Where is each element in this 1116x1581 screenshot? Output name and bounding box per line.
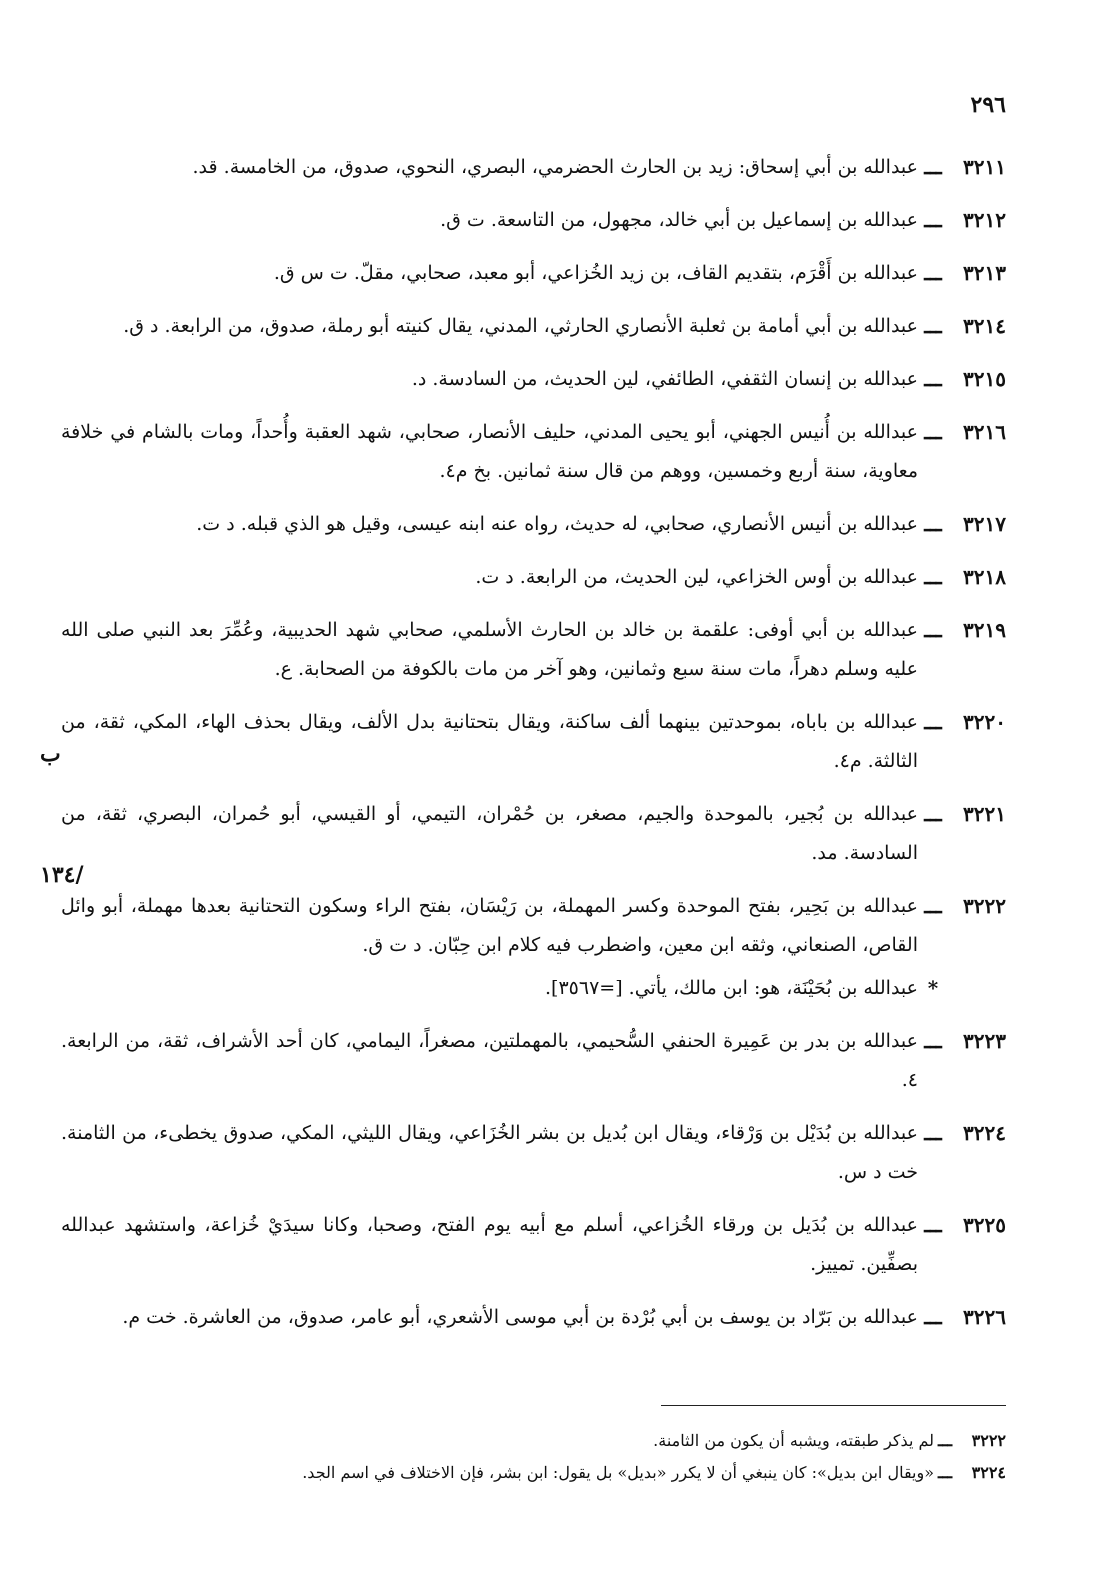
entry-dash: ـــ [924, 208, 942, 232]
entry-text: عبدالله بن بُحَيْنَة، هو: ابن مالك، يأتي. [=٣٥٦٧]. [545, 977, 918, 999]
entry-dash: ـــ [924, 1029, 942, 1053]
entry-text: عبدالله بن أبي إسحاق: زيد بن الحارث الحضرمي، البصري، النحوي، صدوق، من الخامسة. قد. [192, 156, 918, 178]
footnote [61, 1425, 1006, 1457]
entry-number: ٣٢٢٤ [963, 1121, 1006, 1145]
entry [61, 148, 1006, 187]
entry-number: ٣٢١٦ [963, 420, 1006, 444]
entry-number: ٣٢٢٣ [963, 1029, 1006, 1053]
entry-text: عبدالله بن بُدَيْل بن وَرْقاء، ويقال ابن بُديل بن بشر الخُزَاعي، ويقال الليثي، المكي، صدوق يخطىء، من الثامنة. خت د س. [61, 1122, 918, 1183]
entry-text: عبدالله بن إنسان الثقفي، الطائفي، لين الحديث، من السادسة. د. [411, 368, 918, 390]
entry [61, 201, 1006, 240]
entry [61, 611, 1006, 689]
entry-text: عبدالله بن بُجير، بالموحدة والجيم، مصغر، بن حُمْران، التيمي، أو القيسي، أبو حُمران، البصري، ثقة، من السادسة. مد. [61, 803, 919, 864]
footnote-text: «ويقال ابن بديل»: كان ينبغي أن لا يكرر «بديل» بل يقول: ابن بشر، فإن الاختلاف في اسم الجد. [302, 1463, 934, 1482]
entry-dash: ـــ [924, 512, 942, 536]
entry [61, 413, 1006, 491]
entry-dash: ـــ [924, 420, 942, 444]
entry-dash: ـــ [924, 1121, 942, 1145]
entry-text: عبدالله بن بَحِير، بفتح الموحدة وكسر المهملة، بن رَيْسَان، بفتح الراء وسكون التحتانية بعدها مهملة، أبو وائل القاص، الصنعاني، وثقه ابن معين، واضطرب فيه كلام ابن حِبّان. د ت ق. [61, 895, 918, 956]
entry [61, 505, 1006, 544]
entry [61, 703, 1006, 781]
entry-text: عبدالله بن باباه، بموحدتين بينهما ألف ساكنة، ويقال بتحتانية بدل الألف، ويقال بحذف الهاء، المكي، ثقة، من الثالثة. م٤. [61, 711, 918, 772]
entry-dash: ـــ [924, 155, 942, 179]
entry-dash: ـــ [924, 894, 942, 918]
entry-text: عبدالله بن أبي أوفى: علقمة بن خالد بن الحارث الأسلمي، صحابي شهد الحديبية، وعُمِّرَ بعد النبي صلى الله عليه وسلم دهراً، مات سنة سبع وثمانين، وهو آخر من مات بالكوفة من الصحابة. ع. [61, 619, 918, 680]
footnote-dash: ـــ [937, 1463, 953, 1482]
entry-text: عبدالله بن أَقْرَم، بتقديم القاف، بن زيد الخُزاعي، أبو معبد، صحابي، مقلّ. ت س ق. [273, 262, 918, 284]
entry [61, 969, 1006, 1008]
entry-number: ٣٢١٨ [963, 565, 1006, 589]
margin-letter: ب [40, 741, 61, 767]
entry-text: عبدالله بن بُدَيل بن ورقاء الخُزاعي، أسلم مع أبيه يوم الفتح، وصحبا، وكانا سيدَيْ خُزاعة، واستشهد عبدالله بصفِّين. تمييز. [61, 1214, 918, 1275]
entry [61, 254, 1006, 293]
entry-star-marker: * [927, 976, 939, 1000]
footnote [61, 1457, 1006, 1489]
entry-number: ٣٢١٧ [963, 512, 1006, 536]
entry-number: ٣٢١١ [963, 155, 1006, 179]
entry-text: عبدالله بن أبي أمامة بن ثعلبة الأنصاري الحارثي، المدني، يقال كنيته أبو رملة، صدوق، من الرابعة. د ق. [123, 315, 918, 337]
entry-dash: ـــ [924, 261, 942, 285]
footnote-number: ٣٢٢٤ [971, 1463, 1006, 1482]
entry [61, 1206, 1006, 1284]
entry-number: ٣٢٢٢ [963, 894, 1006, 918]
entry-text: عبدالله بن بَرّاد بن يوسف بن أبي بُرْدة بن أبي موسى الأشعري، أبو عامر، صدوق، من العاشرة. خت م. [122, 1306, 918, 1328]
entry-dash: ـــ [924, 710, 942, 734]
entry-number: ٣٢١٥ [963, 367, 1006, 391]
entry-dash: ـــ [924, 618, 942, 642]
entry-dash: ـــ [924, 367, 942, 391]
entry [61, 1298, 1006, 1337]
footnotes-list [61, 1425, 1006, 1489]
entry-text: عبدالله بن أنيس الأنصاري، صحابي، له حديث، رواه عنه ابنه عيسى، وقيل هو الذي قبله. د ت. [196, 513, 918, 535]
footnote-text: لم يذكر طبقته، ويشبه أن يكون من الثامنة. [653, 1431, 934, 1450]
entry-number: ٣٢٢٠ [963, 710, 1006, 734]
entry-dash: ـــ [924, 1305, 942, 1329]
entry [61, 307, 1006, 346]
entry-number: ٣٢٢٥ [963, 1213, 1006, 1237]
entry-number: ٣٢٢٦ [963, 1305, 1006, 1329]
entry-text: عبدالله بن أوس الخزاعي، لين الحديث، من الرابعة. د ت. [475, 566, 918, 588]
entry-dash: ـــ [924, 1213, 942, 1237]
entry-number: ٣٢١٣ [963, 261, 1006, 285]
entry [61, 360, 1006, 399]
entry-text: عبدالله بن بدر بن عَمِيرة الحنفي السُّحيمي، بالمهملتين، مصغراً، اليمامي، كان أحد الأشراف، ثقة، من الرابعة. ٤. [61, 1030, 918, 1091]
entry [61, 558, 1006, 597]
entry [61, 887, 1006, 965]
entry-dash: ـــ [924, 565, 942, 589]
entry [61, 795, 1006, 873]
entry-text: عبدالله بن إسماعيل بن أبي خالد، مجهول، من التاسعة. ت ق. [440, 209, 918, 231]
entry-number: ٣٢١٩ [963, 618, 1006, 642]
footnote-divider [661, 1405, 1006, 1406]
page-number: ٢٩٦ [970, 92, 1006, 118]
entries-list [61, 148, 1006, 1351]
entry [61, 1022, 1006, 1100]
entry-number: ٣٢٢١ [963, 802, 1006, 826]
footnote-number: ٣٢٢٢ [971, 1431, 1006, 1450]
entry-dash: ـــ [924, 802, 942, 826]
entry-dash: ـــ [924, 314, 942, 338]
footnote-dash: ـــ [937, 1431, 953, 1450]
entry-number: ٣٢١٢ [963, 208, 1006, 232]
margin-manuscript-page: /١٣٤ [40, 862, 84, 888]
entry-text: عبدالله بن أُنيس الجهني، أبو يحيى المدني، حليف الأنصار، صحابي، شهد العقبة وأُحداً، ومات بالشام في خلافة معاوية، سنة أربع وخمسين، ووهم من قال سنة ثمانين. بخ م٤. [61, 421, 918, 482]
entry-number: ٣٢١٤ [963, 314, 1006, 338]
entry [61, 1114, 1006, 1192]
